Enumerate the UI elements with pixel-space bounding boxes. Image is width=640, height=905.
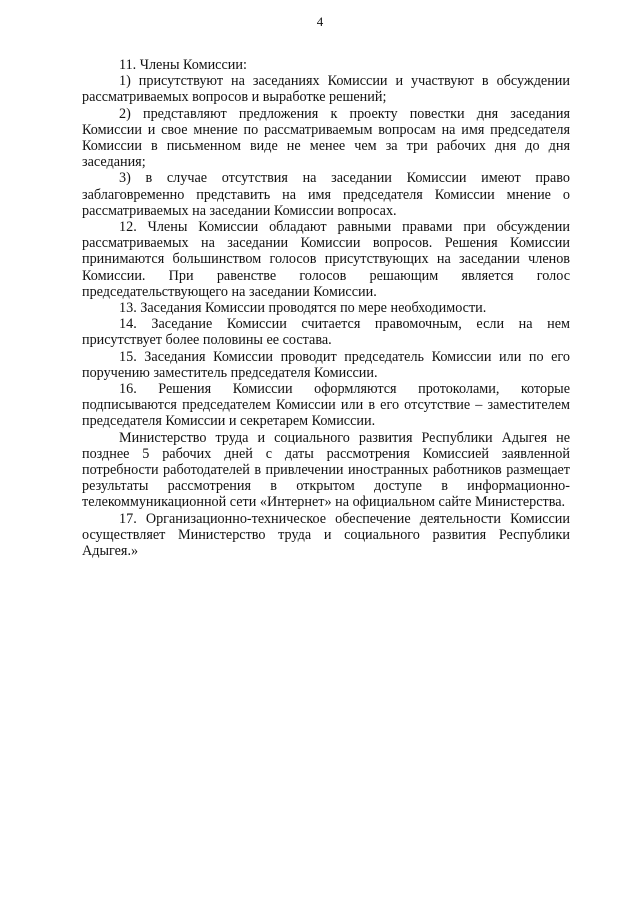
paragraph-12: 12. Члены Комиссии обладают равными правами при обсуждении рассматриваемых на заседании Комиссии вопросов. Решения Комиссии принимаются большинством голосов присутствующих на заседании членов Комиссии. При равенстве голосов решающим является голос председательствующего на заседании Комиссии.: [82, 219, 570, 300]
paragraph-ministry-publication: Министерство труда и социального развития Республики Адыгея не позднее 5 рабочих дней с даты рассмотрения Комиссией заявленной потребности работодателей в привлечении иностранных работников размещает результаты рассмотрения в открытом доступе в информационно-телекоммуникационной сети «Интернет» на официальном сайте Министерства.: [82, 429, 570, 511]
paragraph-15: 15. Заседания Комиссии проводит председатель Комиссии или по его поручению заместитель председателя Комиссии.: [82, 348, 570, 381]
paragraph-11-item-3: 3) в случае отсутствия на заседании Комиссии имеют право заблаговременно представить на имя председателя Комиссии мнение о рассматриваемых на заседании Комиссии вопросах.: [82, 170, 570, 219]
paragraph-11-item-2: 2) представляют предложения к проекту повестки дня заседания Комиссии и свое мнение по рассматриваемым вопросам на имя председателя Комиссии в письменном виде не менее чем за три рабочих дня до дня заседания;: [82, 105, 570, 171]
page-number: 4: [316, 14, 324, 29]
paragraph-16: 16. Решения Комиссии оформляются протоколами, которые подписываются председателем Комиссии или в его отсутствие – заместителем председателя Комиссии и секретарем Комиссии.: [82, 381, 570, 430]
paragraph-17: 17. Организационно-техническое обеспечение деятельности Комиссии осуществляет Министерство труда и социального развития Республики Адыгея.»: [82, 510, 570, 560]
paragraph-13: 13. Заседания Комиссии проводятся по мере необходимости.: [119, 300, 487, 317]
document-body: [82, 57, 570, 559]
paragraph-11-heading: 11. Члены Комиссии:: [119, 57, 247, 73]
paragraph-11-item-1: 1) присутствуют на заседаниях Комиссии и участвуют в обсуждении рассматриваемых вопросов и выработке решений;: [82, 73, 570, 106]
paragraph-14: 14. Заседание Комиссии считается правомочным, если на нем присутствует более половины ее состава.: [82, 316, 570, 349]
